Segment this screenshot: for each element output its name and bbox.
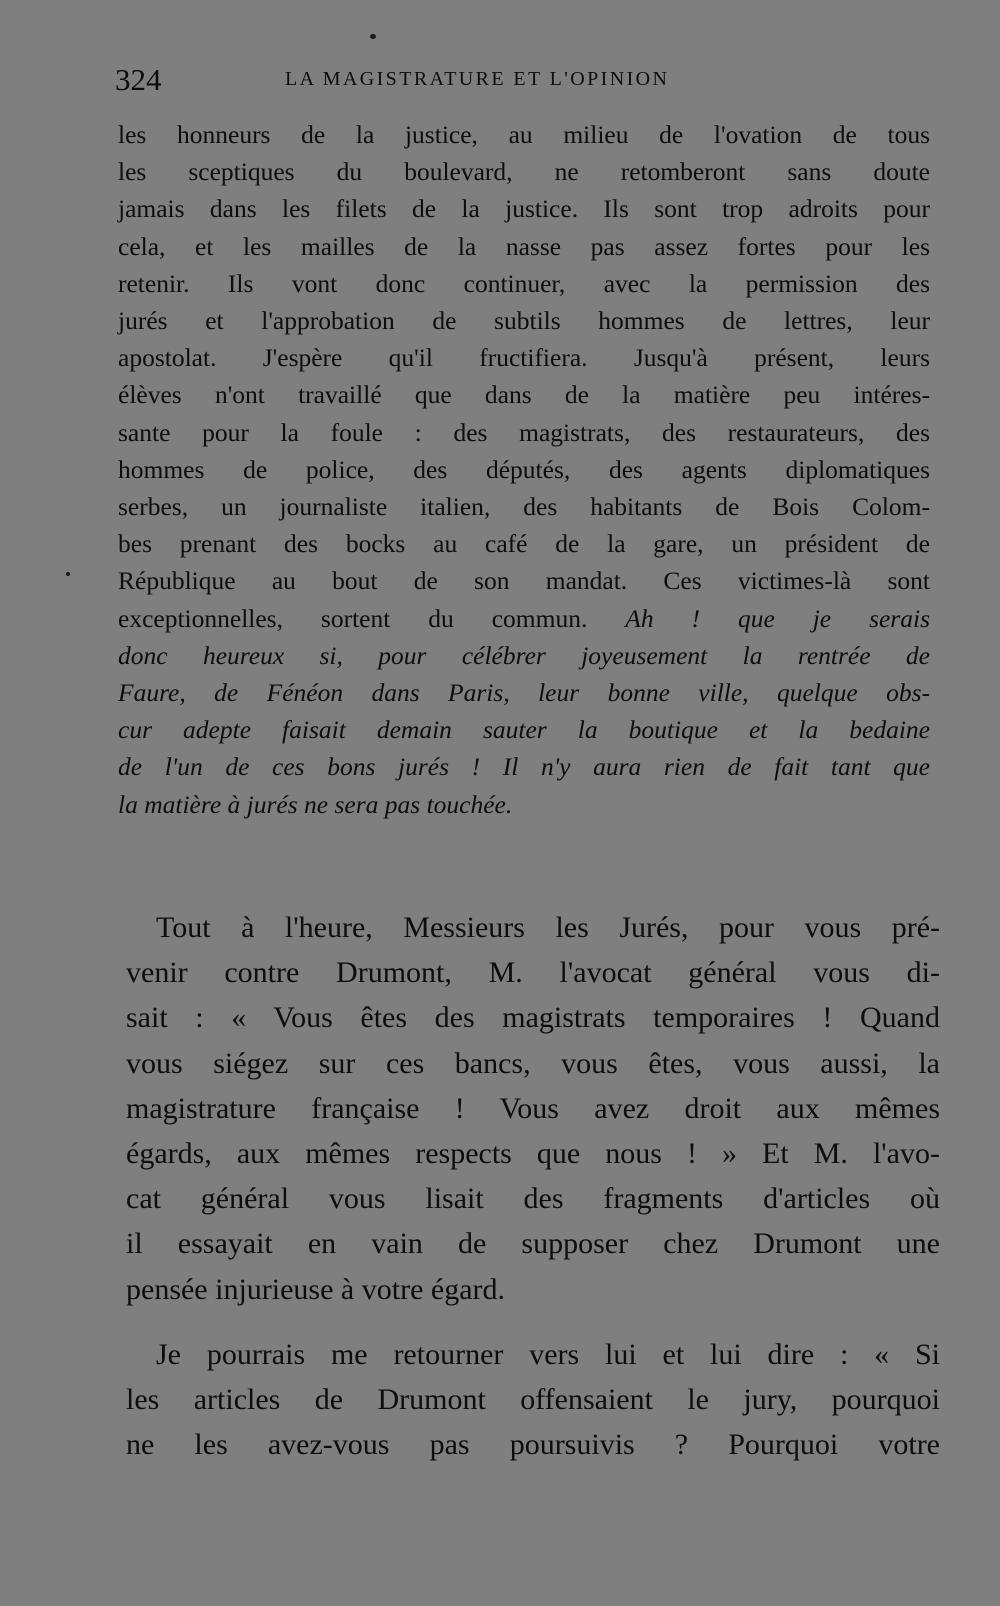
quote-line: République au bout de son mandat. Ces victimes-là sont [118,566,930,596]
quote-line: cela, et les mailles de la nasse pas assez fortes pour les [118,231,930,261]
body-line: les articles de Drumont offensaient le jury, pourquoi [126,1383,940,1417]
body-line: venir contre Drumont, M. l'avocat général vous di- [126,956,940,990]
page-number: 324 [115,62,162,97]
quoted-passage [118,116,930,823]
running-title: LA MAGISTRATURE ET L'OPINION [285,68,670,90]
body-line: vous siégez sur ces bancs, vous êtes, vous aussi, la [126,1046,940,1080]
quote-line: sante pour la foule : des magistrats, des restaurateurs, des [118,417,930,447]
quote-italic-line: de l'un de ces bons jurés ! Il n'y aura rien de fait tant que [118,752,930,782]
quote-line: bes prenant des bocks au café de la gare, un président de [118,529,930,559]
quote-italic-line: cur adepte faisait demain sauter la boutique et la bedaine [118,715,930,745]
paragraph-2 [126,1332,940,1468]
body-line: cat général vous lisait des fragments d'articles où [126,1182,940,1216]
body-line: ne les avez-vous pas poursuivis ? Pourquoi votre [126,1428,940,1462]
quote-line-regular-part: exceptionnelles, sortent du commun. [118,603,626,633]
body-line: sait : « Vous êtes des magistrats temporaires ! Quand [126,1001,940,1035]
quote-line: jamais dans les filets de la justice. Ils sont trop adroits pour [118,194,930,224]
body-line: égards, aux mêmes respects que nous ! » Et M. l'avo- [126,1137,940,1171]
body-line: pensée injurieuse à votre égard. [126,1272,505,1306]
quote-italic-line: donc heureux si, pour célébrer joyeusement la rentrée de [118,640,930,670]
quote-line: les honneurs de la justice, au milieu de l'ovation de tous [118,120,930,149]
quote-italic-line: Faure, de Fénéon dans Paris, leur bonne ville, quelque obs- [118,678,930,708]
body-line: Tout à l'heure, Messieurs les Jurés, pour vous pré- [156,911,940,944]
quote-line: apostolat. J'espère qu'il fructifiera. Jusqu'à présent, leurs [118,343,930,373]
quote-line-italic-part: Ah ! que je serais [625,603,930,633]
quote-line: jurés et l'approbation de subtils hommes de lettres, leur [118,306,930,336]
quote-italic-line: la matière à jurés ne sera pas touchée. [118,789,513,819]
quote-line: les sceptiques du boulevard, ne retomberont sans doute [118,157,930,187]
quote-line: retenir. Ils vont donc continuer, avec la permission des [118,268,930,298]
page-header [115,62,945,102]
body-line: Je pourrais me retourner vers lui et lui dire : « Si [156,1338,940,1371]
ink-speck [66,572,70,576]
quote-line: serbes, un journaliste italien, des habitants de Bois Colom- [118,492,930,522]
quote-line: hommes de police, des députés, des agents diplomatiques [118,454,930,484]
body-line: il essayait en vain de supposer chez Drumont une [126,1227,940,1261]
paragraph-1 [126,905,940,1312]
ink-speck [370,34,376,39]
quote-line: élèves n'ont travaillé que dans de la matière peu intéres- [118,380,930,410]
body-line: magistrature française ! Vous avez droit aux mêmes [126,1091,940,1125]
quote-mixed-line [118,600,930,637]
